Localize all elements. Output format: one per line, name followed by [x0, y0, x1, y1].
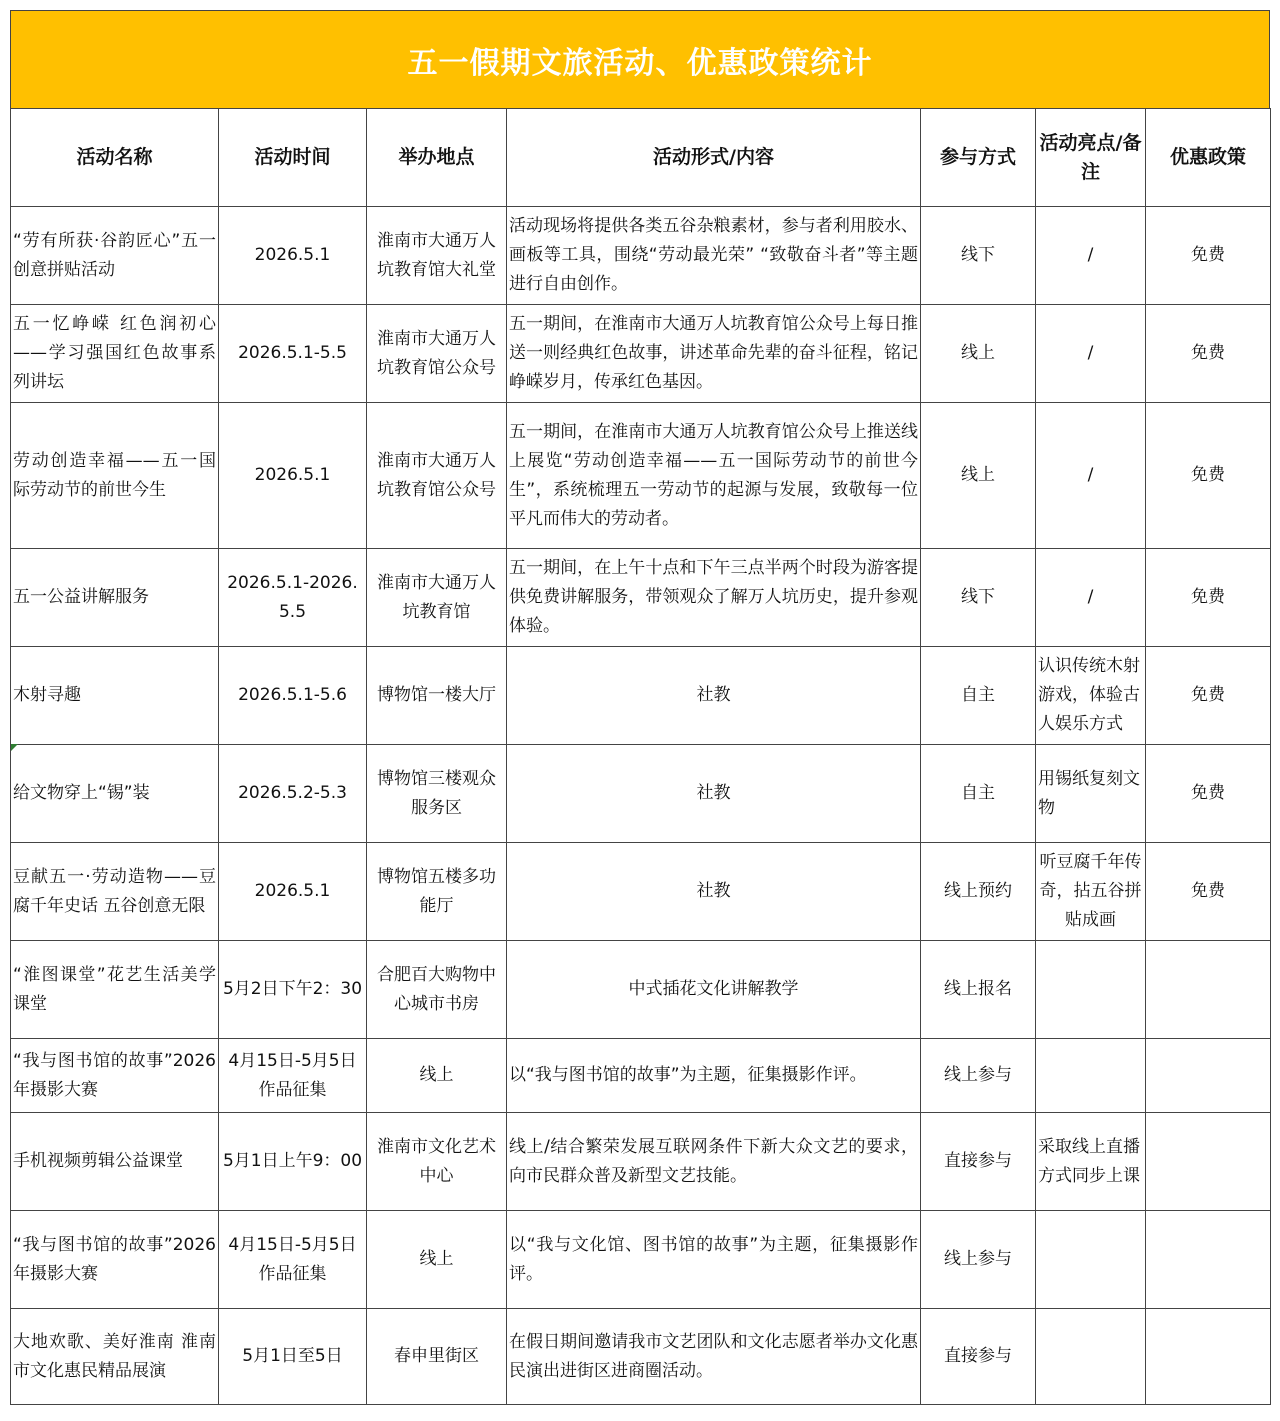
table-row: [11, 1113, 1271, 1211]
cell-note: 采取线上直播方式同步上课: [1036, 1113, 1146, 1211]
table-row: [11, 549, 1271, 647]
cell-content: 五一期间，在淮南市大通万人坑教育馆公众号上每日推送一则经典红色故事，讲述革命先辈的奋斗征程，铭记峥嵘岁月，传承红色基因。: [507, 305, 921, 403]
cell-policy: 免费: [1146, 403, 1271, 549]
cell-content: 活动现场将提供各类五谷杂粮素材，参与者利用胶水、画板等工具，围绕“劳动最光荣” “致敬奋斗者”等主题进行自由创作。: [507, 207, 921, 305]
cell-note: [1036, 1309, 1146, 1405]
cell-time: 5月1日至5日: [219, 1309, 367, 1405]
header-place: 举办地点: [367, 109, 507, 207]
spreadsheet: [10, 10, 1270, 1405]
header-name: 活动名称: [11, 109, 219, 207]
cell-policy: [1146, 1113, 1271, 1211]
cell-time: 4月15日-5月5日作品征集: [219, 1211, 367, 1309]
cell-time: 2026.5.1-5.6: [219, 647, 367, 745]
cell-place: 淮南市大通万人坑教育馆公众号: [367, 403, 507, 549]
table-row: [11, 745, 1271, 843]
cell-name: 五一忆峥嵘 红色润初心——学习强国红色故事系列讲坛: [11, 305, 219, 403]
header-time: 活动时间: [219, 109, 367, 207]
cell-place: 线上: [367, 1039, 507, 1113]
cell-mode: 线上: [921, 403, 1036, 549]
table-row: [11, 941, 1271, 1039]
cell-policy: 免费: [1146, 843, 1271, 941]
cell-mode: 线上参与: [921, 1039, 1036, 1113]
cell-mode: 自主: [921, 647, 1036, 745]
cell-name: 豆献五一·劳动造物——豆腐千年史话 五谷创意无限: [11, 843, 219, 941]
activity-table: [10, 108, 1271, 1405]
cell-name: “我与图书馆的故事”2026年摄影大赛: [11, 1211, 219, 1309]
cell-time: 2026.5.1: [219, 843, 367, 941]
table-row: [11, 207, 1271, 305]
cell-content: 社教: [507, 843, 921, 941]
cell-note: [1036, 1211, 1146, 1309]
cell-time: 4月15日-5月5日作品征集: [219, 1039, 367, 1113]
title-bar: [10, 10, 1270, 108]
cell-policy: [1146, 941, 1271, 1039]
cell-place: 博物馆一楼大厅: [367, 647, 507, 745]
cell-content: 以“我与图书馆的故事”为主题，征集摄影作评。: [507, 1039, 921, 1113]
cell-content: 在假日期间邀请我市文艺团队和文化志愿者举办文化惠民演出进街区进商圈活动。: [507, 1309, 921, 1405]
cell-policy: 免费: [1146, 647, 1271, 745]
cell-mode: 线下: [921, 207, 1036, 305]
cell-mode: 线下: [921, 549, 1036, 647]
header-content: 活动形式/内容: [507, 109, 921, 207]
cell-policy: 免费: [1146, 549, 1271, 647]
cell-place: 春申里街区: [367, 1309, 507, 1405]
cell-time: 2026.5.1-5.5: [219, 305, 367, 403]
cell-place: 博物馆五楼多功能厅: [367, 843, 507, 941]
cell-name: 大地欢歌、美好淮南 淮南市文化惠民精品展演: [11, 1309, 219, 1405]
table-row: [11, 1039, 1271, 1113]
cell-name: 劳动创造幸福——五一国际劳动节的前世今生: [11, 403, 219, 549]
cell-place: 淮南市文化艺术中心: [367, 1113, 507, 1211]
cell-mode: 直接参与: [921, 1309, 1036, 1405]
cell-name: “淮图课堂”花艺生活美学课堂: [11, 941, 219, 1039]
cell-note: 听豆腐千年传奇，拈五谷拼贴成画: [1036, 843, 1146, 941]
cell-place: 博物馆三楼观众服务区: [367, 745, 507, 843]
cell-content: 以“我与文化馆、图书馆的故事”为主题，征集摄影作评。: [507, 1211, 921, 1309]
table-row: [11, 305, 1271, 403]
cell-place: 线上: [367, 1211, 507, 1309]
cell-time: 5月2日下午2：30: [219, 941, 367, 1039]
table-row: [11, 403, 1271, 549]
cell-time: 2026.5.1-2026.5.5: [219, 549, 367, 647]
cell-time: 2026.5.1: [219, 403, 367, 549]
cell-note: [1036, 941, 1146, 1039]
cell-name: 五一公益讲解服务: [11, 549, 219, 647]
cell-note: /: [1036, 207, 1146, 305]
cell-name: “劳有所获·谷韵匠心”五一创意拼贴活动: [11, 207, 219, 305]
sheet-title: 五一假期文旅活动、优惠政策统计: [407, 45, 873, 81]
cell-name: 手机视频剪辑公益课堂: [11, 1113, 219, 1211]
cell-policy: [1146, 1039, 1271, 1113]
cell-name: 给文物穿上“锡”装: [11, 745, 219, 843]
cell-note: [1036, 1039, 1146, 1113]
cell-note: /: [1036, 549, 1146, 647]
cell-mode: 自主: [921, 745, 1036, 843]
cell-time: 2026.5.1: [219, 207, 367, 305]
cell-place: 淮南市大通万人坑教育馆大礼堂: [367, 207, 507, 305]
cell-policy: 免费: [1146, 745, 1271, 843]
header-note: 活动亮点/备注: [1036, 109, 1146, 207]
cell-content: 社教: [507, 647, 921, 745]
cell-name: 木射寻趣: [11, 647, 219, 745]
table-row: [11, 1309, 1271, 1405]
cell-mode: 线上报名: [921, 941, 1036, 1039]
cell-mode: 直接参与: [921, 1113, 1036, 1211]
cell-content: 线上/结合繁荣发展互联网条件下新大众文艺的要求，向市民群众普及新型文艺技能。: [507, 1113, 921, 1211]
cell-note: /: [1036, 403, 1146, 549]
cell-time: 5月1日上午9：00: [219, 1113, 367, 1211]
cell-policy: [1146, 1211, 1271, 1309]
cell-time: 2026.5.2-5.3: [219, 745, 367, 843]
cell-mode: 线上: [921, 305, 1036, 403]
cell-policy: [1146, 1309, 1271, 1405]
cell-mode: 线上参与: [921, 1211, 1036, 1309]
header-mode: 参与方式: [921, 109, 1036, 207]
cell-place: 淮南市大通万人坑教育馆公众号: [367, 305, 507, 403]
cell-mode: 线上预约: [921, 843, 1036, 941]
cell-content: 社教: [507, 745, 921, 843]
cell-place: 淮南市大通万人坑教育馆: [367, 549, 507, 647]
header-row: [11, 109, 1271, 207]
cell-comment-marker: [11, 744, 18, 751]
cell-content: 五一期间，在淮南市大通万人坑教育馆公众号上推送线上展览“劳动创造幸福——五一国际劳动节的前世今生”，系统梳理五一劳动节的起源与发展，致敬每一位平凡而伟大的劳动者。: [507, 403, 921, 549]
table-row: [11, 1211, 1271, 1309]
table-row: [11, 647, 1271, 745]
cell-policy: 免费: [1146, 207, 1271, 305]
cell-place: 合肥百大购物中心城市书房: [367, 941, 507, 1039]
header-policy: 优惠政策: [1146, 109, 1271, 207]
table-row: [11, 843, 1271, 941]
cell-note: /: [1036, 305, 1146, 403]
cell-policy: 免费: [1146, 305, 1271, 403]
cell-content: 中式插花文化讲解教学: [507, 941, 921, 1039]
cell-content: 五一期间，在上午十点和下午三点半两个时段为游客提供免费讲解服务，带领观众了解万人坑历史，提升参观体验。: [507, 549, 921, 647]
cell-note: 认识传统木射游戏，体验古人娱乐方式: [1036, 647, 1146, 745]
cell-note: 用锡纸复刻文物: [1036, 745, 1146, 843]
cell-name: “我与图书馆的故事”2026年摄影大赛: [11, 1039, 219, 1113]
